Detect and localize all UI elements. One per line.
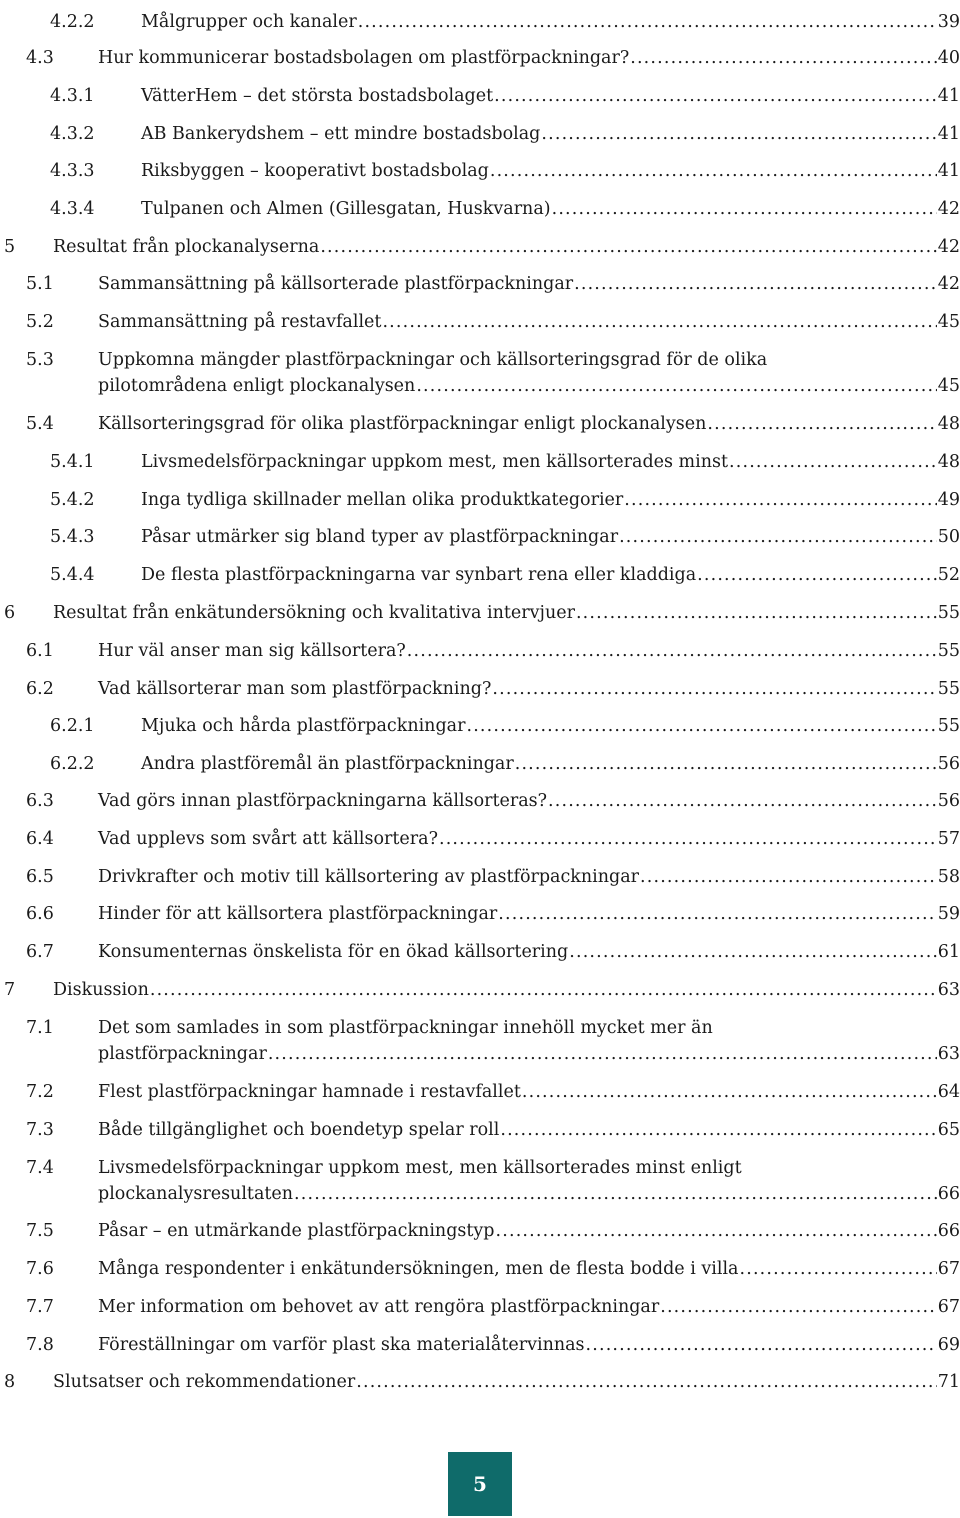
toc-entry-title: Andra plastföremål än plastförpackningar	[141, 754, 514, 774]
toc-entry-number: 5.4.2	[50, 490, 95, 510]
toc-entry[interactable]	[0, 679, 960, 703]
dot-leader	[356, 1372, 936, 1392]
toc-entry[interactable]	[0, 350, 960, 398]
toc-entry-title: Livsmedelsförpackningar uppkom mest, men källsorterades minst	[141, 452, 729, 472]
dot-leader	[697, 565, 937, 585]
toc-entry-page: 59	[937, 904, 960, 924]
toc-entry-number: 5.1	[26, 274, 54, 294]
toc-entry-title: Hur kommunicerar bostadsbolagen om plastförpackningar?	[98, 48, 630, 68]
toc-entry[interactable]	[0, 716, 960, 740]
toc-entry-title: plastförpackningar	[98, 1044, 267, 1064]
toc-entry[interactable]	[0, 980, 960, 1004]
toc-entry[interactable]	[0, 274, 960, 298]
toc-entry-number: 6.6	[26, 904, 54, 924]
dot-leader	[624, 490, 936, 510]
toc-entry-page: 55	[937, 641, 960, 661]
toc-entry-page: 65	[937, 1120, 960, 1140]
dot-leader	[515, 754, 937, 774]
toc-entry-page: 55	[937, 679, 960, 699]
toc-entry-page: 41	[937, 161, 960, 181]
toc-entry[interactable]	[0, 829, 960, 853]
toc-entry-number: 4.3.1	[50, 86, 95, 106]
toc-entry-number: 7.6	[26, 1259, 54, 1279]
toc-entry-page: 55	[937, 716, 960, 736]
dot-leader	[407, 641, 937, 661]
toc-entry-page: 66	[937, 1184, 960, 1204]
dot-leader	[496, 1221, 937, 1241]
toc-entry-page: 42	[937, 237, 960, 257]
toc-entry-title: Resultat från plockanalyserna	[53, 237, 320, 257]
toc-entry-title: plockanalysresultaten	[98, 1184, 294, 1204]
dot-leader	[619, 527, 937, 547]
toc-entry[interactable]	[0, 754, 960, 778]
dot-leader	[439, 829, 937, 849]
dot-leader	[416, 376, 936, 396]
page-number-box	[448, 1452, 512, 1516]
toc-entry-page: 48	[937, 452, 960, 472]
toc-entry-page: 67	[937, 1259, 960, 1279]
toc-entry[interactable]	[0, 1372, 960, 1396]
toc-entry-page: 48	[937, 414, 960, 434]
toc-entry-page: 45	[937, 376, 960, 396]
toc-entry-title: Det som samlades in som plastförpackningar innehöll mycket mer än	[98, 1018, 713, 1038]
toc-entry-title: Tulpanen och Almen (Gillesgatan, Huskvarna)	[141, 199, 551, 219]
toc-entry[interactable]	[0, 48, 960, 72]
toc-entry-title: Konsumenternas önskelista för en ökad källsortering	[98, 942, 569, 962]
toc-entry[interactable]	[0, 1120, 960, 1144]
toc-entry-number: 7.4	[26, 1158, 54, 1178]
toc-entry-number: 7.7	[26, 1297, 54, 1317]
toc-entry[interactable]	[0, 641, 960, 665]
toc-entry[interactable]	[0, 86, 960, 110]
toc-entry-number: 5.4.3	[50, 527, 95, 547]
dot-leader	[660, 1297, 937, 1317]
toc-entry[interactable]	[0, 942, 960, 966]
toc-entry-page: 56	[937, 754, 960, 774]
toc-entry-title: Riksbyggen – kooperativt bostadsbolag	[141, 161, 489, 181]
dot-leader	[500, 1120, 936, 1140]
toc-entry-number: 6.1	[26, 641, 54, 661]
toc-entry-page: 66	[937, 1221, 960, 1241]
toc-entry-title: De flesta plastförpackningarna var synbart rena eller kladdiga	[141, 565, 697, 585]
toc-entry[interactable]	[0, 904, 960, 928]
dot-leader	[382, 312, 936, 332]
toc-entry-title: Källsorteringsgrad för olika plastförpackningar enligt plockanalysen	[98, 414, 707, 434]
toc-entry[interactable]	[0, 124, 960, 148]
dot-leader	[522, 1082, 937, 1102]
toc-entry-number: 5	[4, 237, 16, 257]
toc-entry-page: 61	[937, 942, 960, 962]
dot-leader	[358, 12, 937, 32]
toc-entry-page: 41	[937, 124, 960, 144]
page-number: 5	[473, 1472, 487, 1496]
dot-leader	[586, 1335, 937, 1355]
toc-entry-number: 4.3.4	[50, 199, 95, 219]
toc-entry-page: 40	[937, 48, 960, 68]
toc-entry-title: Vad upplevs som svårt att källsortera?	[98, 829, 438, 849]
dot-leader	[729, 452, 937, 472]
toc-entry-page: 67	[937, 1297, 960, 1317]
toc-entry-number: 5.2	[26, 312, 54, 332]
toc-entry-title: Sammansättning på restavfallet	[98, 312, 382, 332]
toc-entry-page: 55	[937, 603, 960, 623]
dot-leader	[740, 1259, 937, 1279]
toc-entry-number: 7	[4, 980, 16, 1000]
dot-leader	[320, 237, 936, 257]
dot-leader	[541, 124, 936, 144]
toc-entry-page: 52	[937, 565, 960, 585]
toc-entry[interactable]	[0, 791, 960, 815]
toc-entry[interactable]	[0, 1018, 960, 1066]
toc-entry-page: 41	[937, 86, 960, 106]
toc-entry-number: 4.3	[26, 48, 54, 68]
toc-entry-page: 45	[937, 312, 960, 332]
toc-entry[interactable]	[0, 312, 960, 336]
toc-entry-page: 49	[937, 490, 960, 510]
toc-entry-number: 5.4.1	[50, 452, 95, 472]
dot-leader	[569, 942, 936, 962]
toc-entry-number: 4.3.2	[50, 124, 95, 144]
toc-entry-title: Påsar utmärker sig bland typer av plastförpackningar	[141, 527, 619, 547]
dot-leader	[707, 414, 936, 434]
toc-entry-title: VätterHem – det största bostadsbolaget	[141, 86, 494, 106]
dot-leader	[552, 199, 937, 219]
toc-entry-page: 63	[937, 1044, 960, 1064]
toc-entry-number: 5.4	[26, 414, 54, 434]
toc-entry-number: 6.2.1	[50, 716, 95, 736]
toc-entry-page: 56	[937, 791, 960, 811]
toc-entry[interactable]	[0, 12, 960, 36]
toc-entry-number: 5.4.4	[50, 565, 95, 585]
toc-entry-title: Hur väl anser man sig källsortera?	[98, 641, 406, 661]
toc-entry-number: 6.5	[26, 867, 54, 887]
toc-entry-page: 50	[937, 527, 960, 547]
toc-entry-number: 6.4	[26, 829, 54, 849]
toc-entry-title: Mjuka och hårda plastförpackningar	[141, 716, 466, 736]
toc-entry-number: 6.2	[26, 679, 54, 699]
dot-leader	[574, 274, 937, 294]
toc-entry[interactable]	[0, 1259, 960, 1283]
toc-entry[interactable]	[0, 527, 960, 551]
toc-entry-page: 42	[937, 199, 960, 219]
toc-entry[interactable]	[0, 161, 960, 185]
dot-leader	[492, 679, 936, 699]
toc-entry-title: Många respondenter i enkätundersökningen, men de flesta bodde i villa	[98, 1259, 739, 1279]
toc-entry[interactable]	[0, 490, 960, 514]
toc-entry-title: Mer information om behovet av att rengöra plastförpackningar	[98, 1297, 660, 1317]
toc-entry-number: 4.3.3	[50, 161, 95, 181]
dot-leader	[466, 716, 936, 736]
toc-entry-title: Både tillgänglighet och boendetyp spelar roll	[98, 1120, 500, 1140]
toc-entry[interactable]	[0, 867, 960, 891]
toc-entry-title: Uppkomna mängder plastförpackningar och källsorteringsgrad för de olika	[98, 350, 768, 370]
dot-leader	[494, 86, 937, 106]
toc-entry-title: Vad källsorterar man som plastförpackning?	[98, 679, 492, 699]
dot-leader	[640, 867, 937, 887]
toc-entry-title: Föreställningar om varför plast ska materialåtervinnas	[98, 1335, 585, 1355]
dot-leader	[490, 161, 937, 181]
toc-entry-page: 71	[937, 1372, 960, 1392]
toc-entry[interactable]	[0, 1158, 960, 1206]
toc-entry-page: 63	[937, 980, 960, 1000]
toc-entry[interactable]	[0, 237, 960, 261]
toc-entry-title: Påsar – en utmärkande plastförpackningstyp	[98, 1221, 495, 1241]
toc-entry[interactable]	[0, 1082, 960, 1106]
toc-entry[interactable]	[0, 199, 960, 223]
dot-leader	[630, 48, 936, 68]
toc-entry-page: 57	[937, 829, 960, 849]
dot-leader	[268, 1044, 937, 1064]
dot-leader	[294, 1184, 937, 1204]
toc-entry-number: 6.3	[26, 791, 54, 811]
toc-entry-title: Hinder för att källsortera plastförpackningar	[98, 904, 498, 924]
toc-entry-title: Vad görs innan plastförpackningarna källsorteras?	[98, 791, 548, 811]
toc-entry-title: Diskussion	[53, 980, 149, 1000]
toc-entry-title: Målgrupper och kanaler	[141, 12, 357, 32]
dot-leader	[150, 980, 937, 1000]
toc-entry[interactable]	[0, 1221, 960, 1245]
toc-entry-page: 58	[937, 867, 960, 887]
toc-entry-number: 6	[4, 603, 16, 623]
dot-leader	[498, 904, 936, 924]
toc-entry-title: Drivkrafter och motiv till källsortering av plastförpackningar	[98, 867, 640, 887]
toc-entry-title: Sammansättning på källsorterade plastförpackningar	[98, 274, 574, 294]
toc-entry-number: 7.3	[26, 1120, 54, 1140]
toc-entry-page: 69	[937, 1335, 960, 1355]
toc-entry-title: AB Bankerydshem – ett mindre bostadsbolag	[141, 124, 541, 144]
toc-entry-number: 4.2.2	[50, 12, 95, 32]
toc-entry-number: 7.5	[26, 1221, 54, 1241]
toc-entry-number: 6.7	[26, 942, 54, 962]
dot-leader	[548, 791, 937, 811]
toc-entry-number: 8	[4, 1372, 16, 1392]
toc-entry[interactable]	[0, 1297, 960, 1321]
toc-entry-title: Flest plastförpackningar hamnade i restavfallet	[98, 1082, 521, 1102]
toc-entry-title: pilotområdena enligt plockanalysen	[98, 376, 416, 396]
toc-entry-title: Resultat från enkätundersökning och kvalitativa intervjuer	[53, 603, 575, 623]
toc-entry[interactable]	[0, 452, 960, 476]
toc-entry-page: 39	[937, 12, 960, 32]
toc-entry[interactable]	[0, 565, 960, 589]
toc-entry-number: 7.1	[26, 1018, 54, 1038]
toc-entry-number: 5.3	[26, 350, 54, 370]
toc-entry-page: 64	[937, 1082, 960, 1102]
toc-entry[interactable]	[0, 603, 960, 627]
toc-entry-title: Inga tydliga skillnader mellan olika produktkategorier	[141, 490, 624, 510]
toc-entry-number: 7.8	[26, 1335, 54, 1355]
toc-entry-title: Slutsatser och rekommendationer	[53, 1372, 356, 1392]
toc-entry-number: 6.2.2	[50, 754, 95, 774]
toc-entry-title: Livsmedelsförpackningar uppkom mest, men källsorterades minst enligt	[98, 1158, 742, 1178]
toc-entry[interactable]	[0, 1335, 960, 1359]
dot-leader	[576, 603, 937, 623]
toc-entry-page: 42	[937, 274, 960, 294]
toc-entry[interactable]	[0, 414, 960, 438]
toc-entry-number: 7.2	[26, 1082, 54, 1102]
